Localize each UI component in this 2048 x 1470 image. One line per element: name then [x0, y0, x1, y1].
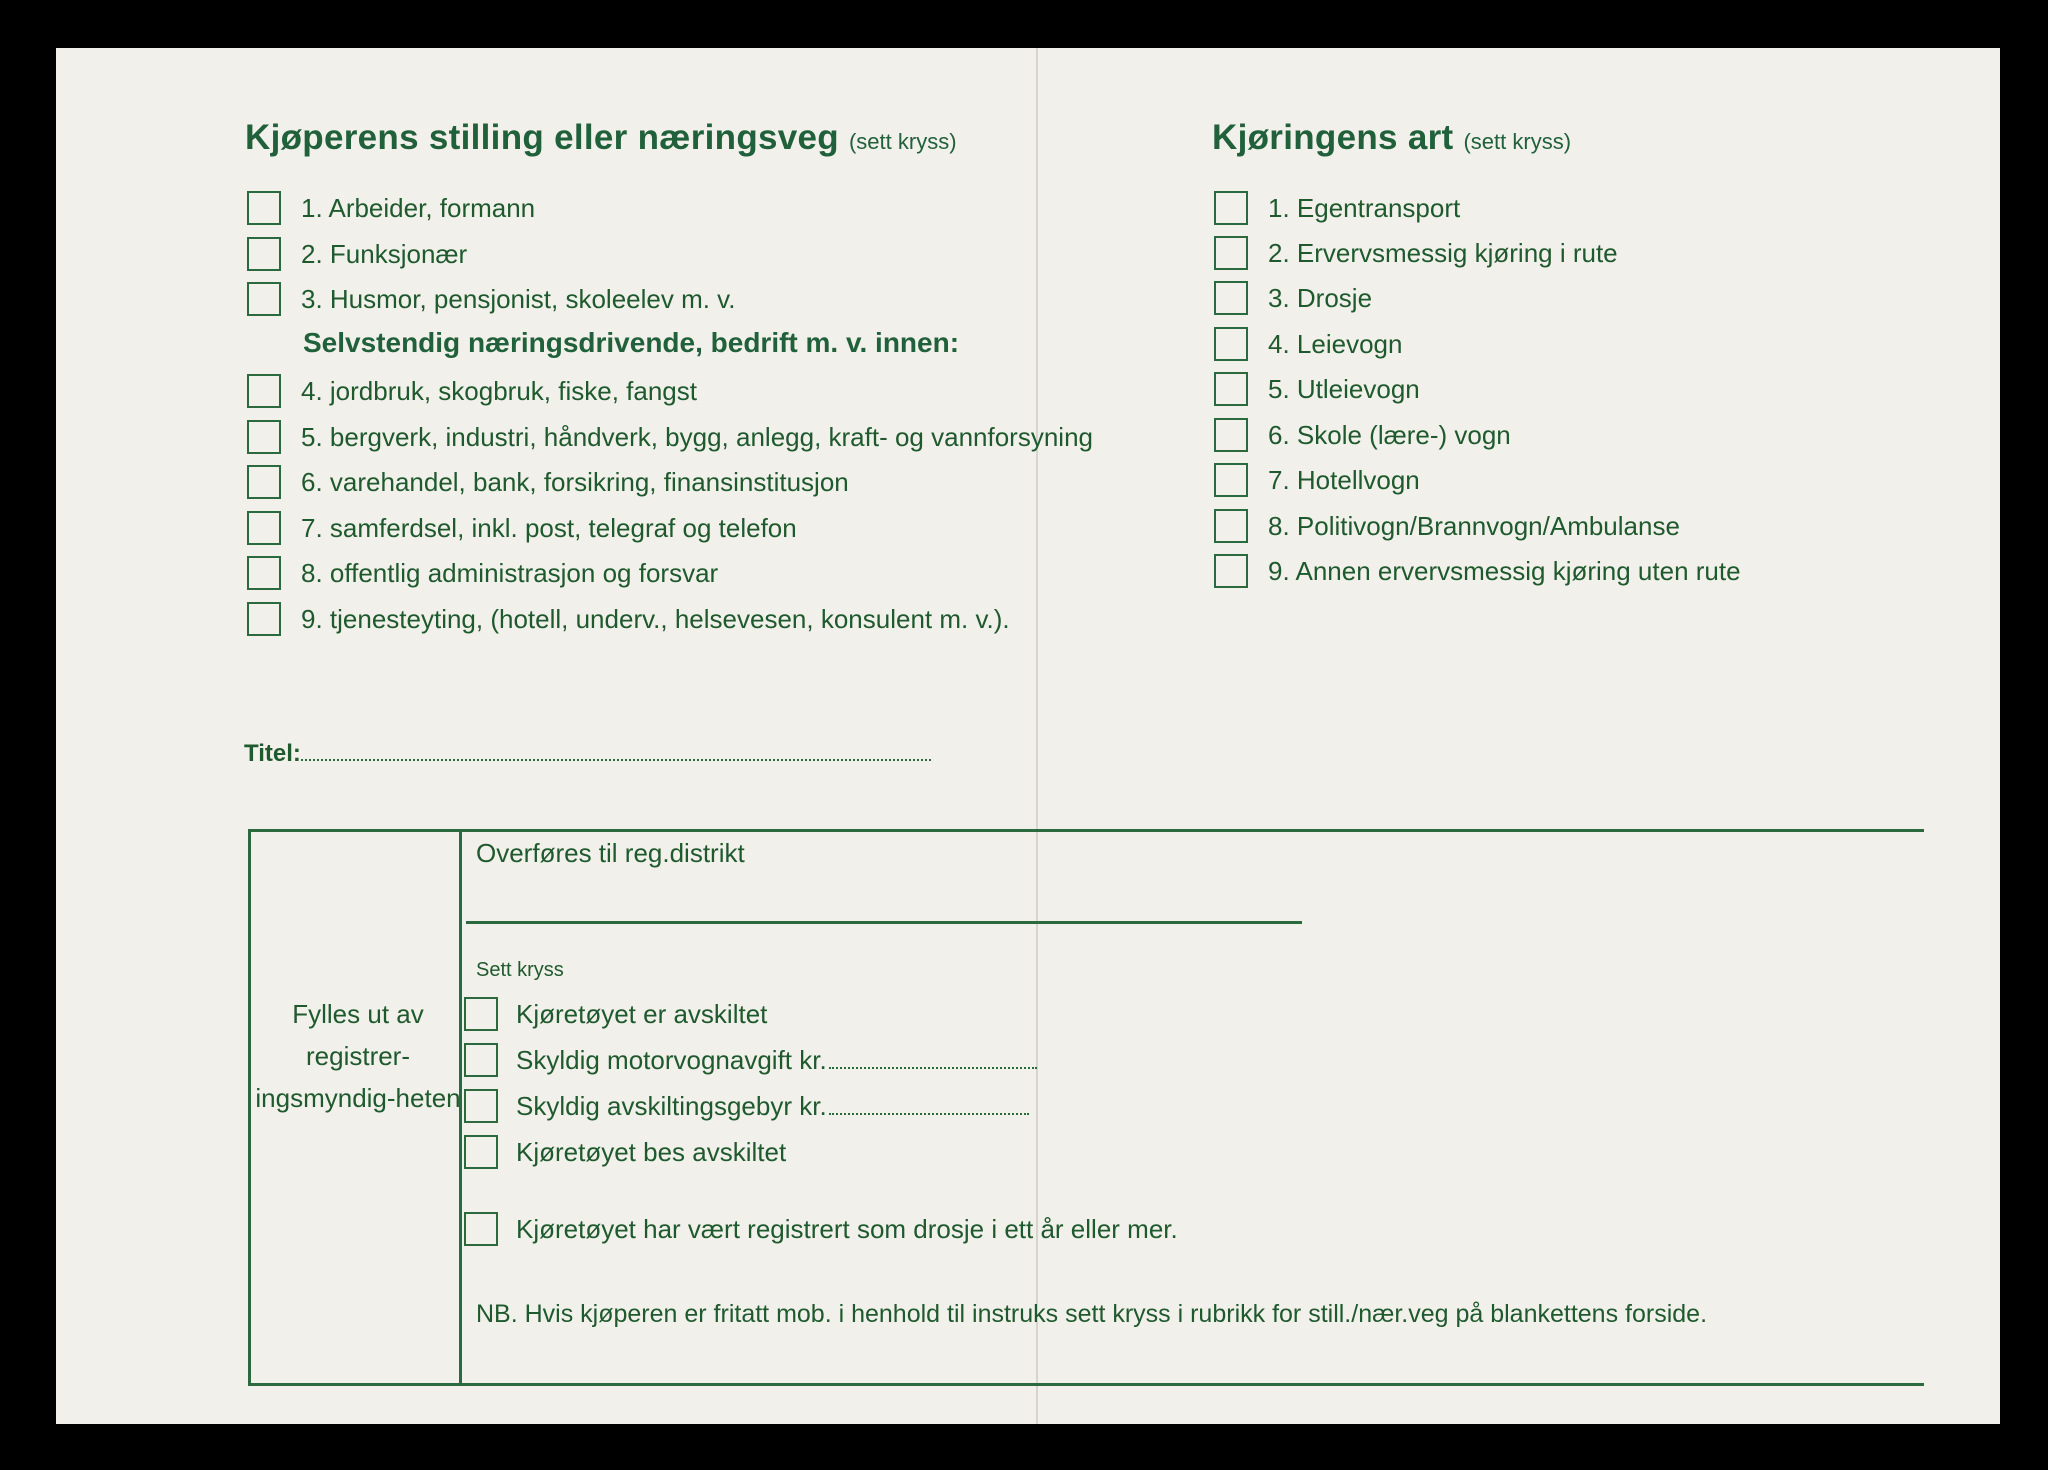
occupation-label: 7. samferdsel, inkl. post, telegraf og telefon — [301, 512, 797, 543]
registration-item-label: Skyldig avskiltingsgebyr kr. — [516, 1090, 827, 1121]
driving-type-label: 1. Egentransport — [1268, 192, 1461, 223]
checkbox[interactable] — [1214, 418, 1248, 452]
occupation-label: 8. offentlig administrasjon og forsvar — [301, 557, 719, 588]
driving-type-item[interactable] — [1214, 462, 1420, 498]
left-section-title — [245, 118, 957, 158]
registration-item-label: Skyldig motorvognavgift kr. — [516, 1044, 827, 1075]
occupation-label: 9. tjenesteyting, (hotell, underv., helsevesen, konsulent m. v.). — [301, 603, 1010, 634]
driving-type-item[interactable] — [1214, 417, 1511, 453]
registration-item[interactable] — [464, 1134, 786, 1170]
checkbox[interactable] — [247, 602, 281, 636]
occupation-label: 6. varehandel, bank, forsikring, finansinstitusjon — [301, 466, 849, 497]
registration-item[interactable] — [464, 996, 767, 1032]
occupation-label: 1. Arbeider, formann — [301, 192, 536, 223]
transfer-district-label: Overføres til reg.distrikt — [476, 838, 745, 868]
right-section-note: (sett kryss) — [1463, 129, 1572, 154]
amount-dotted-line[interactable] — [829, 1051, 1037, 1069]
driving-type-item[interactable] — [1214, 553, 1741, 589]
registration-item-label: Kjøretøyet er avskiltet — [516, 998, 768, 1029]
driving-type-item[interactable] — [1214, 190, 1460, 226]
checkbox[interactable] — [247, 420, 281, 454]
checkbox[interactable] — [464, 1089, 498, 1123]
occupation-item[interactable] — [247, 464, 849, 500]
occupation-item[interactable] — [247, 555, 718, 591]
titel-label: Titel: — [244, 740, 301, 767]
occupation-item[interactable] — [247, 601, 1010, 637]
driving-type-item[interactable] — [1214, 508, 1680, 544]
checkbox[interactable] — [1214, 236, 1248, 270]
occupation-label: 5. bergverk, industri, håndverk, bygg, anlegg, kraft- og vannforsyning — [301, 421, 1093, 452]
driving-type-label: 3. Drosje — [1268, 282, 1373, 313]
titel-dotted-line — [301, 743, 931, 761]
checkbox[interactable] — [247, 465, 281, 499]
registration-item[interactable] — [464, 1042, 1037, 1078]
checkbox[interactable] — [1214, 327, 1248, 361]
checkbox[interactable] — [247, 511, 281, 545]
checkbox[interactable] — [1214, 554, 1248, 588]
checkbox[interactable] — [247, 237, 281, 271]
occupation-item[interactable] — [247, 510, 797, 546]
driving-type-label: 8. Politivogn/Brannvogn/Ambulanse — [1268, 510, 1680, 541]
titel-field[interactable] — [244, 740, 931, 768]
checkbox[interactable] — [464, 1135, 498, 1169]
checkbox[interactable] — [1214, 372, 1248, 406]
checkbox[interactable] — [1214, 191, 1248, 225]
drosje-item[interactable] — [464, 1211, 1178, 1247]
driving-type-label: 6. Skole (lære-) vogn — [1268, 419, 1511, 450]
box-bottom-border — [248, 1383, 1924, 1386]
driving-type-label: 5. Utleievogn — [1268, 373, 1420, 404]
sett-kryss-label: Sett kryss — [476, 959, 564, 981]
driving-type-label: 7. Hotellvogn — [1268, 464, 1420, 495]
occupation-item[interactable] — [247, 236, 467, 272]
occupation-item[interactable] — [247, 190, 535, 226]
checkbox[interactable] — [1214, 463, 1248, 497]
left-section-note: (sett kryss) — [848, 129, 957, 154]
self-employed-subheading: Selvstendig næringsdrivende, bedrift m. v. innen: — [303, 327, 960, 358]
occupation-label: 2. Funksjonær — [301, 238, 468, 269]
transfer-district-line[interactable] — [466, 921, 1302, 924]
nb-note: NB. Hvis kjøperen er fritatt mob. i henhold til instruks sett kryss i rubrikk for still./nær.veg på blankettens forside. — [476, 1300, 1708, 1328]
checkbox[interactable] — [1214, 509, 1248, 543]
checkbox[interactable] — [247, 282, 281, 316]
driving-type-label: 2. Ervervsmessig kjøring i rute — [1268, 237, 1618, 268]
checkbox[interactable] — [247, 191, 281, 225]
occupation-item[interactable] — [247, 373, 697, 409]
box-left-border — [248, 829, 251, 1386]
registration-item[interactable] — [464, 1088, 1029, 1124]
box-top-border — [248, 829, 1924, 832]
registration-item-label: Kjøretøyet bes avskiltet — [516, 1136, 787, 1167]
occupation-item[interactable] — [247, 281, 735, 317]
right-section-title-text: Kjøringens art — [1212, 118, 1454, 157]
left-section-title-text: Kjøperens stilling eller næringsveg — [245, 118, 839, 157]
driving-type-label: 4. Leievogn — [1268, 328, 1403, 359]
checkbox[interactable] — [464, 1212, 498, 1246]
occupation-label: 3. Husmor, pensjonist, skoleelev m. v. — [301, 283, 736, 314]
checkbox[interactable] — [464, 1043, 498, 1077]
occupation-item[interactable] — [247, 419, 1093, 455]
drosje-item-label: Kjøretøyet har vært registrert som drosje i ett år eller mer. — [516, 1213, 1178, 1244]
checkbox[interactable] — [247, 556, 281, 590]
driving-type-item[interactable] — [1214, 371, 1420, 407]
driving-type-item[interactable] — [1214, 326, 1402, 362]
driving-type-item[interactable] — [1214, 235, 1618, 271]
driving-type-item[interactable] — [1214, 280, 1372, 316]
driving-type-label: 9. Annen ervervsmessig kjøring uten rute — [1268, 555, 1741, 586]
amount-dotted-line[interactable] — [829, 1097, 1029, 1115]
occupation-label: 4. jordbruk, skogbruk, fiske, fangst — [301, 375, 697, 406]
registration-authority-label: Fylles ut av registrer-ingsmyndig-heten — [255, 999, 461, 1113]
checkbox[interactable] — [464, 997, 498, 1031]
right-section-title — [1212, 118, 1571, 158]
checkbox[interactable] — [247, 374, 281, 408]
checkbox[interactable] — [1214, 281, 1248, 315]
